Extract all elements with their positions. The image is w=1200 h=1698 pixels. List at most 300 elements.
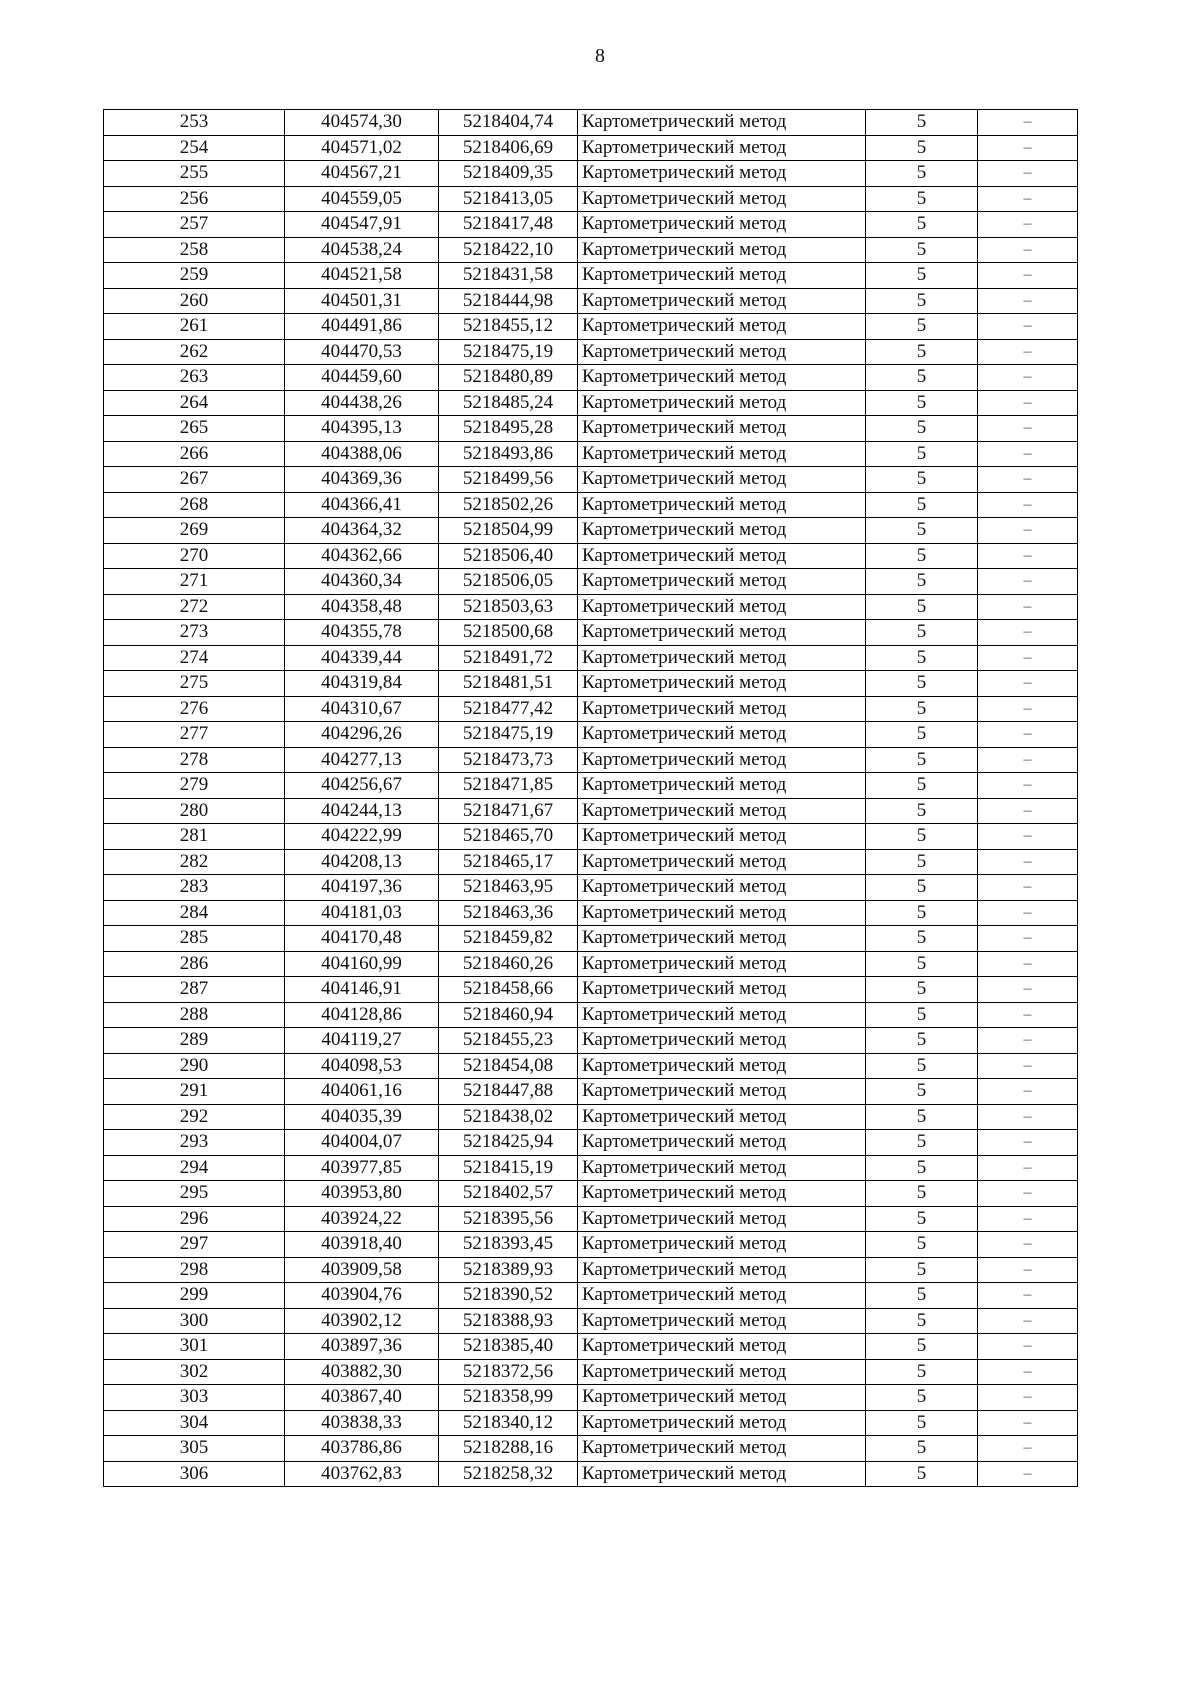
y-coordinate-cell: 5218431,58 xyxy=(439,263,578,289)
y-coordinate-cell: 5218460,26 xyxy=(439,951,578,977)
table-row xyxy=(104,416,1078,442)
note-cell: – xyxy=(978,722,1078,748)
note-cell: – xyxy=(978,951,1078,977)
x-coordinate-cell: 403786,86 xyxy=(285,1436,439,1462)
method-cell: Картометрический метод xyxy=(578,951,866,977)
y-coordinate-cell: 5218422,10 xyxy=(439,237,578,263)
y-coordinate-cell: 5218455,12 xyxy=(439,314,578,340)
accuracy-cell: 5 xyxy=(866,186,978,212)
accuracy-cell: 5 xyxy=(866,747,978,773)
y-coordinate-cell: 5218504,99 xyxy=(439,518,578,544)
note-cell: – xyxy=(978,288,1078,314)
method-cell: Картометрический метод xyxy=(578,696,866,722)
x-coordinate-cell: 404197,36 xyxy=(285,875,439,901)
y-coordinate-cell: 5218390,52 xyxy=(439,1283,578,1309)
note-cell: – xyxy=(978,110,1078,136)
point-number-cell: 256 xyxy=(104,186,285,212)
method-cell: Картометрический метод xyxy=(578,747,866,773)
table-row xyxy=(104,1130,1078,1156)
method-cell: Картометрический метод xyxy=(578,926,866,952)
accuracy-cell: 5 xyxy=(866,671,978,697)
note-cell: – xyxy=(978,492,1078,518)
x-coordinate-cell: 404364,32 xyxy=(285,518,439,544)
table-row xyxy=(104,747,1078,773)
table-row xyxy=(104,263,1078,289)
table-row xyxy=(104,773,1078,799)
x-coordinate-cell: 404181,03 xyxy=(285,900,439,926)
accuracy-cell: 5 xyxy=(866,594,978,620)
accuracy-cell: 5 xyxy=(866,467,978,493)
accuracy-cell: 5 xyxy=(866,212,978,238)
table-row xyxy=(104,1410,1078,1436)
method-cell: Картометрический метод xyxy=(578,645,866,671)
table-row xyxy=(104,1232,1078,1258)
method-cell: Картометрический метод xyxy=(578,339,866,365)
x-coordinate-cell: 403762,83 xyxy=(285,1461,439,1487)
y-coordinate-cell: 5218402,57 xyxy=(439,1181,578,1207)
table-row xyxy=(104,543,1078,569)
note-cell: – xyxy=(978,161,1078,187)
table-row xyxy=(104,1053,1078,1079)
x-coordinate-cell: 404459,60 xyxy=(285,365,439,391)
accuracy-cell: 5 xyxy=(866,977,978,1003)
accuracy-cell: 5 xyxy=(866,1359,978,1385)
point-number-cell: 298 xyxy=(104,1257,285,1283)
table-row xyxy=(104,977,1078,1003)
accuracy-cell: 5 xyxy=(866,1385,978,1411)
note-cell: – xyxy=(978,594,1078,620)
method-cell: Картометрический метод xyxy=(578,1436,866,1462)
y-coordinate-cell: 5218473,73 xyxy=(439,747,578,773)
y-coordinate-cell: 5218438,02 xyxy=(439,1104,578,1130)
note-cell: – xyxy=(978,390,1078,416)
note-cell: – xyxy=(978,1410,1078,1436)
note-cell: – xyxy=(978,212,1078,238)
y-coordinate-cell: 5218358,99 xyxy=(439,1385,578,1411)
accuracy-cell: 5 xyxy=(866,1410,978,1436)
y-coordinate-cell: 5218506,40 xyxy=(439,543,578,569)
point-number-cell: 264 xyxy=(104,390,285,416)
note-cell: – xyxy=(978,1104,1078,1130)
accuracy-cell: 5 xyxy=(866,1104,978,1130)
x-coordinate-cell: 404567,21 xyxy=(285,161,439,187)
x-coordinate-cell: 404470,53 xyxy=(285,339,439,365)
method-cell: Картометрический метод xyxy=(578,1053,866,1079)
method-cell: Картометрический метод xyxy=(578,543,866,569)
x-coordinate-cell: 404339,44 xyxy=(285,645,439,671)
accuracy-cell: 5 xyxy=(866,849,978,875)
note-cell: – xyxy=(978,1334,1078,1360)
point-number-cell: 290 xyxy=(104,1053,285,1079)
table-row xyxy=(104,518,1078,544)
table-row xyxy=(104,722,1078,748)
accuracy-cell: 5 xyxy=(866,1130,978,1156)
accuracy-cell: 5 xyxy=(866,722,978,748)
y-coordinate-cell: 5218491,72 xyxy=(439,645,578,671)
note-cell: – xyxy=(978,773,1078,799)
y-coordinate-cell: 5218444,98 xyxy=(439,288,578,314)
x-coordinate-cell: 403867,40 xyxy=(285,1385,439,1411)
accuracy-cell: 5 xyxy=(866,773,978,799)
point-number-cell: 282 xyxy=(104,849,285,875)
y-coordinate-cell: 5218500,68 xyxy=(439,620,578,646)
point-number-cell: 292 xyxy=(104,1104,285,1130)
note-cell: – xyxy=(978,365,1078,391)
x-coordinate-cell: 404119,27 xyxy=(285,1028,439,1054)
method-cell: Картометрический метод xyxy=(578,110,866,136)
table-row xyxy=(104,441,1078,467)
x-coordinate-cell: 404355,78 xyxy=(285,620,439,646)
method-cell: Картометрический метод xyxy=(578,977,866,1003)
method-cell: Картометрический метод xyxy=(578,492,866,518)
accuracy-cell: 5 xyxy=(866,288,978,314)
y-coordinate-cell: 5218406,69 xyxy=(439,135,578,161)
point-number-cell: 260 xyxy=(104,288,285,314)
x-coordinate-cell: 403838,33 xyxy=(285,1410,439,1436)
accuracy-cell: 5 xyxy=(866,1308,978,1334)
note-cell: – xyxy=(978,875,1078,901)
accuracy-cell: 5 xyxy=(866,1079,978,1105)
x-coordinate-cell: 404035,39 xyxy=(285,1104,439,1130)
accuracy-cell: 5 xyxy=(866,1461,978,1487)
point-number-cell: 255 xyxy=(104,161,285,187)
x-coordinate-cell: 404277,13 xyxy=(285,747,439,773)
point-number-cell: 259 xyxy=(104,263,285,289)
y-coordinate-cell: 5218340,12 xyxy=(439,1410,578,1436)
point-number-cell: 289 xyxy=(104,1028,285,1054)
y-coordinate-cell: 5218460,94 xyxy=(439,1002,578,1028)
point-number-cell: 257 xyxy=(104,212,285,238)
method-cell: Картометрический метод xyxy=(578,900,866,926)
y-coordinate-cell: 5218258,32 xyxy=(439,1461,578,1487)
x-coordinate-cell: 404571,02 xyxy=(285,135,439,161)
point-number-cell: 281 xyxy=(104,824,285,850)
accuracy-cell: 5 xyxy=(866,1257,978,1283)
point-number-cell: 277 xyxy=(104,722,285,748)
x-coordinate-cell: 404296,26 xyxy=(285,722,439,748)
table-row xyxy=(104,1385,1078,1411)
method-cell: Картометрический метод xyxy=(578,1079,866,1105)
x-coordinate-cell: 404098,53 xyxy=(285,1053,439,1079)
method-cell: Картометрический метод xyxy=(578,1461,866,1487)
x-coordinate-cell: 404438,26 xyxy=(285,390,439,416)
point-number-cell: 276 xyxy=(104,696,285,722)
x-coordinate-cell: 403953,80 xyxy=(285,1181,439,1207)
y-coordinate-cell: 5218475,19 xyxy=(439,722,578,748)
table-row xyxy=(104,288,1078,314)
note-cell: – xyxy=(978,416,1078,442)
point-number-cell: 261 xyxy=(104,314,285,340)
table-row xyxy=(104,1155,1078,1181)
note-cell: – xyxy=(978,135,1078,161)
method-cell: Картометрический метод xyxy=(578,1334,866,1360)
method-cell: Картометрический метод xyxy=(578,875,866,901)
table-row xyxy=(104,1002,1078,1028)
y-coordinate-cell: 5218465,70 xyxy=(439,824,578,850)
y-coordinate-cell: 5218288,16 xyxy=(439,1436,578,1462)
point-number-cell: 301 xyxy=(104,1334,285,1360)
point-number-cell: 270 xyxy=(104,543,285,569)
point-number-cell: 297 xyxy=(104,1232,285,1258)
method-cell: Картометрический метод xyxy=(578,569,866,595)
x-coordinate-cell: 404244,13 xyxy=(285,798,439,824)
y-coordinate-cell: 5218389,93 xyxy=(439,1257,578,1283)
accuracy-cell: 5 xyxy=(866,951,978,977)
x-coordinate-cell: 404360,34 xyxy=(285,569,439,595)
accuracy-cell: 5 xyxy=(866,314,978,340)
y-coordinate-cell: 5218499,56 xyxy=(439,467,578,493)
accuracy-cell: 5 xyxy=(866,161,978,187)
method-cell: Картометрический метод xyxy=(578,722,866,748)
y-coordinate-cell: 5218409,35 xyxy=(439,161,578,187)
table-row xyxy=(104,900,1078,926)
method-cell: Картометрический метод xyxy=(578,390,866,416)
note-cell: – xyxy=(978,620,1078,646)
table-row xyxy=(104,569,1078,595)
x-coordinate-cell: 403918,40 xyxy=(285,1232,439,1258)
point-number-cell: 274 xyxy=(104,645,285,671)
y-coordinate-cell: 5218506,05 xyxy=(439,569,578,595)
note-cell: – xyxy=(978,1206,1078,1232)
y-coordinate-cell: 5218480,89 xyxy=(439,365,578,391)
table-row xyxy=(104,467,1078,493)
x-coordinate-cell: 404061,16 xyxy=(285,1079,439,1105)
x-coordinate-cell: 403882,30 xyxy=(285,1359,439,1385)
x-coordinate-cell: 404547,91 xyxy=(285,212,439,238)
accuracy-cell: 5 xyxy=(866,798,978,824)
note-cell: – xyxy=(978,798,1078,824)
note-cell: – xyxy=(978,569,1078,595)
x-coordinate-cell: 404208,13 xyxy=(285,849,439,875)
table-row xyxy=(104,1181,1078,1207)
point-number-cell: 293 xyxy=(104,1130,285,1156)
y-coordinate-cell: 5218447,88 xyxy=(439,1079,578,1105)
y-coordinate-cell: 5218454,08 xyxy=(439,1053,578,1079)
method-cell: Картометрический метод xyxy=(578,1181,866,1207)
point-number-cell: 283 xyxy=(104,875,285,901)
note-cell: – xyxy=(978,900,1078,926)
method-cell: Картометрический метод xyxy=(578,1283,866,1309)
method-cell: Картометрический метод xyxy=(578,1206,866,1232)
y-coordinate-cell: 5218493,86 xyxy=(439,441,578,467)
y-coordinate-cell: 5218455,23 xyxy=(439,1028,578,1054)
x-coordinate-cell: 404369,36 xyxy=(285,467,439,493)
y-coordinate-cell: 5218495,28 xyxy=(439,416,578,442)
point-number-cell: 302 xyxy=(104,1359,285,1385)
accuracy-cell: 5 xyxy=(866,339,978,365)
note-cell: – xyxy=(978,926,1078,952)
page-number: 8 xyxy=(595,45,605,67)
note-cell: – xyxy=(978,186,1078,212)
note-cell: – xyxy=(978,543,1078,569)
note-cell: – xyxy=(978,339,1078,365)
y-coordinate-cell: 5218459,82 xyxy=(439,926,578,952)
point-number-cell: 263 xyxy=(104,365,285,391)
point-number-cell: 291 xyxy=(104,1079,285,1105)
table-row xyxy=(104,594,1078,620)
x-coordinate-cell: 404128,86 xyxy=(285,1002,439,1028)
accuracy-cell: 5 xyxy=(866,1028,978,1054)
y-coordinate-cell: 5218404,74 xyxy=(439,110,578,136)
y-coordinate-cell: 5218415,19 xyxy=(439,1155,578,1181)
x-coordinate-cell: 403924,22 xyxy=(285,1206,439,1232)
x-coordinate-cell: 404146,91 xyxy=(285,977,439,1003)
accuracy-cell: 5 xyxy=(866,1206,978,1232)
table-row xyxy=(104,1283,1078,1309)
note-cell: – xyxy=(978,441,1078,467)
accuracy-cell: 5 xyxy=(866,365,978,391)
note-cell: – xyxy=(978,977,1078,1003)
point-number-cell: 253 xyxy=(104,110,285,136)
table-row xyxy=(104,135,1078,161)
accuracy-cell: 5 xyxy=(866,135,978,161)
table-row xyxy=(104,1436,1078,1462)
point-number-cell: 262 xyxy=(104,339,285,365)
point-number-cell: 304 xyxy=(104,1410,285,1436)
table-row xyxy=(104,110,1078,136)
method-cell: Картометрический метод xyxy=(578,1028,866,1054)
method-cell: Картометрический метод xyxy=(578,1130,866,1156)
note-cell: – xyxy=(978,696,1078,722)
note-cell: – xyxy=(978,1283,1078,1309)
table-row xyxy=(104,671,1078,697)
point-number-cell: 303 xyxy=(104,1385,285,1411)
table-row xyxy=(104,365,1078,391)
point-number-cell: 272 xyxy=(104,594,285,620)
method-cell: Картометрический метод xyxy=(578,135,866,161)
x-coordinate-cell: 404256,67 xyxy=(285,773,439,799)
y-coordinate-cell: 5218393,45 xyxy=(439,1232,578,1258)
point-number-cell: 300 xyxy=(104,1308,285,1334)
accuracy-cell: 5 xyxy=(866,416,978,442)
note-cell: – xyxy=(978,263,1078,289)
point-number-cell: 269 xyxy=(104,518,285,544)
y-coordinate-cell: 5218503,63 xyxy=(439,594,578,620)
note-cell: – xyxy=(978,645,1078,671)
point-number-cell: 305 xyxy=(104,1436,285,1462)
table-row xyxy=(104,1308,1078,1334)
method-cell: Картометрический метод xyxy=(578,186,866,212)
note-cell: – xyxy=(978,1359,1078,1385)
point-number-cell: 294 xyxy=(104,1155,285,1181)
note-cell: – xyxy=(978,1461,1078,1487)
point-number-cell: 273 xyxy=(104,620,285,646)
table-row xyxy=(104,314,1078,340)
coordinates-table xyxy=(103,109,1078,1487)
method-cell: Картометрический метод xyxy=(578,798,866,824)
accuracy-cell: 5 xyxy=(866,620,978,646)
method-cell: Картометрический метод xyxy=(578,467,866,493)
accuracy-cell: 5 xyxy=(866,1002,978,1028)
note-cell: – xyxy=(978,518,1078,544)
accuracy-cell: 5 xyxy=(866,518,978,544)
table-row xyxy=(104,926,1078,952)
accuracy-cell: 5 xyxy=(866,441,978,467)
y-coordinate-cell: 5218388,93 xyxy=(439,1308,578,1334)
note-cell: – xyxy=(978,747,1078,773)
method-cell: Картометрический метод xyxy=(578,365,866,391)
accuracy-cell: 5 xyxy=(866,1155,978,1181)
accuracy-cell: 5 xyxy=(866,110,978,136)
point-number-cell: 271 xyxy=(104,569,285,595)
y-coordinate-cell: 5218417,48 xyxy=(439,212,578,238)
table-row xyxy=(104,1359,1078,1385)
note-cell: – xyxy=(978,1308,1078,1334)
table-row xyxy=(104,186,1078,212)
x-coordinate-cell: 404388,06 xyxy=(285,441,439,467)
point-number-cell: 284 xyxy=(104,900,285,926)
note-cell: – xyxy=(978,1232,1078,1258)
note-cell: – xyxy=(978,1155,1078,1181)
table-row xyxy=(104,1206,1078,1232)
method-cell: Картометрический метод xyxy=(578,1385,866,1411)
accuracy-cell: 5 xyxy=(866,1053,978,1079)
accuracy-cell: 5 xyxy=(866,569,978,595)
table-row xyxy=(104,1334,1078,1360)
method-cell: Картометрический метод xyxy=(578,518,866,544)
method-cell: Картометрический метод xyxy=(578,1155,866,1181)
y-coordinate-cell: 5218395,56 xyxy=(439,1206,578,1232)
table-row xyxy=(104,237,1078,263)
accuracy-cell: 5 xyxy=(866,875,978,901)
note-cell: – xyxy=(978,1130,1078,1156)
accuracy-cell: 5 xyxy=(866,900,978,926)
x-coordinate-cell: 404358,48 xyxy=(285,594,439,620)
point-number-cell: 288 xyxy=(104,1002,285,1028)
note-cell: – xyxy=(978,1053,1078,1079)
point-number-cell: 285 xyxy=(104,926,285,952)
method-cell: Картометрический метод xyxy=(578,1002,866,1028)
table-row xyxy=(104,1028,1078,1054)
accuracy-cell: 5 xyxy=(866,1283,978,1309)
method-cell: Картометрический метод xyxy=(578,263,866,289)
x-coordinate-cell: 404395,13 xyxy=(285,416,439,442)
accuracy-cell: 5 xyxy=(866,1232,978,1258)
method-cell: Картометрический метод xyxy=(578,849,866,875)
point-number-cell: 287 xyxy=(104,977,285,1003)
point-number-cell: 278 xyxy=(104,747,285,773)
point-number-cell: 275 xyxy=(104,671,285,697)
method-cell: Картометрический метод xyxy=(578,773,866,799)
table-row xyxy=(104,798,1078,824)
x-coordinate-cell: 404170,48 xyxy=(285,926,439,952)
accuracy-cell: 5 xyxy=(866,1436,978,1462)
y-coordinate-cell: 5218477,42 xyxy=(439,696,578,722)
note-cell: – xyxy=(978,237,1078,263)
accuracy-cell: 5 xyxy=(866,645,978,671)
table-row xyxy=(104,390,1078,416)
method-cell: Картометрический метод xyxy=(578,671,866,697)
note-cell: – xyxy=(978,1181,1078,1207)
accuracy-cell: 5 xyxy=(866,263,978,289)
method-cell: Картометрический метод xyxy=(578,237,866,263)
table-row xyxy=(104,339,1078,365)
point-number-cell: 267 xyxy=(104,467,285,493)
method-cell: Картометрический метод xyxy=(578,1257,866,1283)
point-number-cell: 254 xyxy=(104,135,285,161)
table-row xyxy=(104,1104,1078,1130)
table-row xyxy=(104,620,1078,646)
y-coordinate-cell: 5218475,19 xyxy=(439,339,578,365)
accuracy-cell: 5 xyxy=(866,492,978,518)
method-cell: Картометрический метод xyxy=(578,1359,866,1385)
accuracy-cell: 5 xyxy=(866,390,978,416)
method-cell: Картометрический метод xyxy=(578,824,866,850)
accuracy-cell: 5 xyxy=(866,1181,978,1207)
method-cell: Картометрический метод xyxy=(578,288,866,314)
method-cell: Картометрический метод xyxy=(578,416,866,442)
table-row xyxy=(104,212,1078,238)
